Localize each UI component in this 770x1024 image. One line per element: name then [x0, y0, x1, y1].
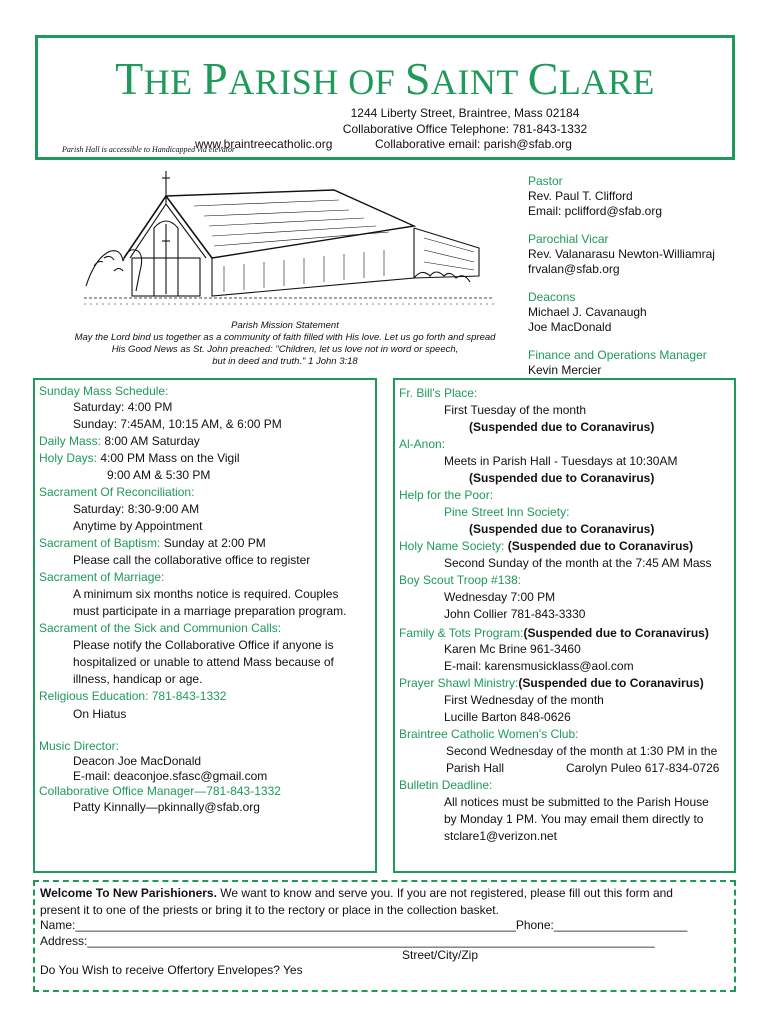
title-part: ARISH OF	[228, 62, 405, 102]
daily-label: Daily Mass:	[39, 434, 102, 448]
holy-label: Holy Days:	[39, 451, 98, 465]
pine-street-label: Pine Street Inn Society:	[444, 505, 570, 519]
holy-name-schedule: Second Sunday of the month at the 7:45 AM Mass	[444, 556, 712, 570]
suspended-note: (Suspended due to Coranavirus)	[523, 626, 709, 640]
womens-club-schedule: Second Wednesday of the month at 1:30 PM in the	[446, 744, 718, 758]
bulletin-label: Bulletin Deadline:	[399, 778, 493, 792]
deacon-name: Michael J. Cavanaugh	[528, 305, 647, 319]
sick-note: illness, handicap or age.	[73, 672, 203, 686]
shawl-label: Prayer Shawl Ministry:	[399, 676, 519, 690]
finance-label: Finance and Operations Manager	[528, 348, 707, 362]
music-director: Deacon Joe MacDonald	[73, 754, 202, 768]
marriage-note: must participate in a marriage preparation program.	[73, 604, 347, 618]
scout-label: Boy Scout Troop #138:	[399, 573, 522, 587]
schedule-box	[33, 378, 377, 873]
vicar-name: Rev. Valanarasu Newton-Williamraj	[528, 247, 715, 261]
pastor-name: Rev. Paul T. Clifford	[528, 189, 633, 203]
shawl-contact: Lucille Barton 848-0626	[444, 710, 571, 724]
religious-ed-label: Religious Education: 781-843-1332	[39, 689, 227, 703]
collab-manager[interactable]: Patty Kinnally—pkinnally@sfab.org	[73, 800, 260, 814]
scout-schedule: Wednesday 7:00 PM	[444, 590, 556, 604]
page-title	[38, 52, 732, 105]
title-part: HE	[143, 62, 203, 102]
shawl-schedule: First Wednesday of the month	[444, 693, 604, 707]
daily-value: 8:00 AM Saturday	[101, 434, 200, 448]
mass-sunday: Sunday: 7:45AM, 10:15 AM, & 6:00 PM	[73, 417, 282, 431]
family-tots	[399, 626, 709, 640]
reconciliation-label: Sacrament Of Reconciliation:	[39, 485, 195, 499]
prayer-shawl	[399, 676, 704, 690]
parish-email[interactable]: Collaborative email: parish@sfab.org	[375, 137, 572, 151]
mass-saturday: Saturday: 4:00 PM	[73, 400, 173, 414]
welcome-text: We want to know and serve you. If you are not registered, please fill out this form and	[216, 886, 673, 900]
religious-ed-status: On Hiatus	[73, 707, 127, 721]
holy-name-label: Holy Name Society:	[399, 539, 505, 553]
parish-phone: Collaborative Office Telephone: 781-843-1332	[342, 122, 588, 136]
daily-mass	[39, 434, 200, 448]
bulletin-email[interactable]: stclare1@verizon.net	[444, 829, 557, 843]
baptism	[39, 536, 266, 550]
title-letter: S	[404, 53, 431, 104]
family-email[interactable]: E-mail: karensmusicklass@aol.com	[444, 659, 634, 673]
holy-value: 4:00 PM Mass on the Vigil	[97, 451, 240, 465]
reconciliation-appt: Anytime by Appointment	[73, 519, 203, 533]
marriage-label: Sacrament of Marriage:	[39, 570, 165, 584]
church-illustration	[84, 166, 496, 308]
baptism-label: Sacrament of Baptism:	[39, 536, 161, 550]
suspended-note: (Suspended due to Coranavirus)	[469, 522, 655, 536]
mass-label: Sunday Mass Schedule:	[39, 384, 169, 398]
name-phone-field[interactable]: Name:__________________________________________________________________Phone:____________________	[40, 918, 688, 932]
header-box	[35, 35, 735, 160]
womens-club-label: Braintree Catholic Women's Club:	[399, 727, 579, 741]
sick-label: Sacrament of the Sick and Communion Calls:	[39, 621, 282, 635]
mission-statement	[50, 320, 520, 368]
deacons-label: Deacons	[528, 290, 576, 304]
suspended-note: (Suspended due to Coranavirus)	[469, 420, 655, 434]
title-part: AINT	[430, 62, 528, 102]
sick-note: hospitalized or unable to attend Mass because of	[73, 655, 334, 669]
holy-value-2: 9:00 AM & 5:30 PM	[107, 468, 211, 482]
vicar-email[interactable]: frvalan@sfab.org	[528, 262, 620, 276]
mission-line: but in deed and truth." 1 John 3:18	[212, 356, 358, 367]
holy-days	[39, 451, 240, 465]
registration-form	[33, 880, 736, 992]
family-label: Family & Tots Program:	[399, 626, 524, 640]
title-letter: P	[202, 53, 229, 104]
deacon-name: Joe MacDonald	[528, 320, 612, 334]
ministries-box	[393, 378, 736, 873]
music-label: Music Director:	[39, 739, 120, 753]
baptism-note: Please call the collaborative office to register	[73, 553, 311, 567]
welcome-text-2: present it to one of the priests or bring it to the rectory or place in the collection basket.	[40, 903, 499, 917]
bulletin-note: All notices must be submitted to the Parish House	[444, 795, 709, 809]
vicar-label: Parochial Vicar	[528, 232, 609, 246]
womens-club-place: Parish Hall	[446, 761, 505, 775]
accessibility-note: Parish Hall is accessible to Handicapped via elevator	[62, 145, 236, 154]
sick-note: Please notify the Collaborative Office if anyone is	[73, 638, 334, 652]
title-part: LARE	[558, 62, 655, 102]
address-field[interactable]: Address:_____________________________________________________________________________________	[40, 934, 655, 948]
suspended-note: (Suspended due to Coranavirus)	[469, 471, 655, 485]
address-hint: Street/City/Zip	[402, 948, 479, 962]
family-contact: Karen Mc Brine 961-3460	[444, 642, 581, 656]
help-poor-label: Help for the Poor:	[399, 488, 494, 502]
collab-manager-label: Collaborative Office Manager—781-843-1332	[39, 784, 281, 798]
parish-website[interactable]: www.braintreecatholic.org	[195, 137, 333, 151]
music-email[interactable]: E-mail: deaconjoe.sfasc@gmail.com	[73, 769, 268, 783]
title-letter: T	[115, 53, 144, 104]
envelopes-question[interactable]: Do You Wish to receive Offertory Envelopes? Yes	[40, 963, 303, 977]
suspended-note: (Suspended due to Coranavirus)	[518, 676, 704, 690]
mission-heading: Parish Mission Statement	[231, 320, 339, 331]
welcome-line	[40, 886, 673, 900]
alanon-schedule: Meets in Parish Hall - Tuesdays at 10:30AM	[444, 454, 678, 468]
finance-name: Kevin Mercier	[528, 363, 602, 377]
bulletin-note: by Monday 1 PM. You may email them directly to	[444, 812, 704, 826]
parish-address: 1244 Liberty Street, Braintree, Mass 02184	[350, 106, 580, 120]
mission-line: His Good News as St. John preached: "Children, let us love not in word or speech,	[111, 344, 459, 355]
suspended-note: (Suspended due to Coranavirus)	[504, 539, 694, 553]
holy-name-society	[399, 539, 693, 553]
marriage-note: A minimum six months notice is required. Couples	[73, 587, 339, 601]
mission-line: May the Lord bind us together as a community of faith filled with His love. Let us go forth and spread	[74, 332, 496, 343]
reconciliation-time: Saturday: 8:30-9:00 AM	[73, 502, 200, 516]
bill-schedule: First Tuesday of the month	[444, 403, 587, 417]
pastor-label: Pastor	[528, 174, 563, 188]
womens-club-contact: Carolyn Puleo 617-834-0726	[566, 761, 720, 775]
staff-directory	[528, 174, 758, 378]
baptism-value: Sunday at 2:00 PM	[160, 536, 266, 550]
welcome-heading: Welcome To New Parishioners.	[40, 886, 217, 900]
bill-label: Fr. Bill's Place:	[399, 386, 478, 400]
pastor-email[interactable]: Email: pclifford@sfab.org	[528, 204, 663, 218]
alanon-label: Al-Anon:	[399, 437, 446, 451]
title-letter: C	[527, 53, 559, 104]
scout-contact: John Collier 781-843-3330	[444, 607, 586, 621]
